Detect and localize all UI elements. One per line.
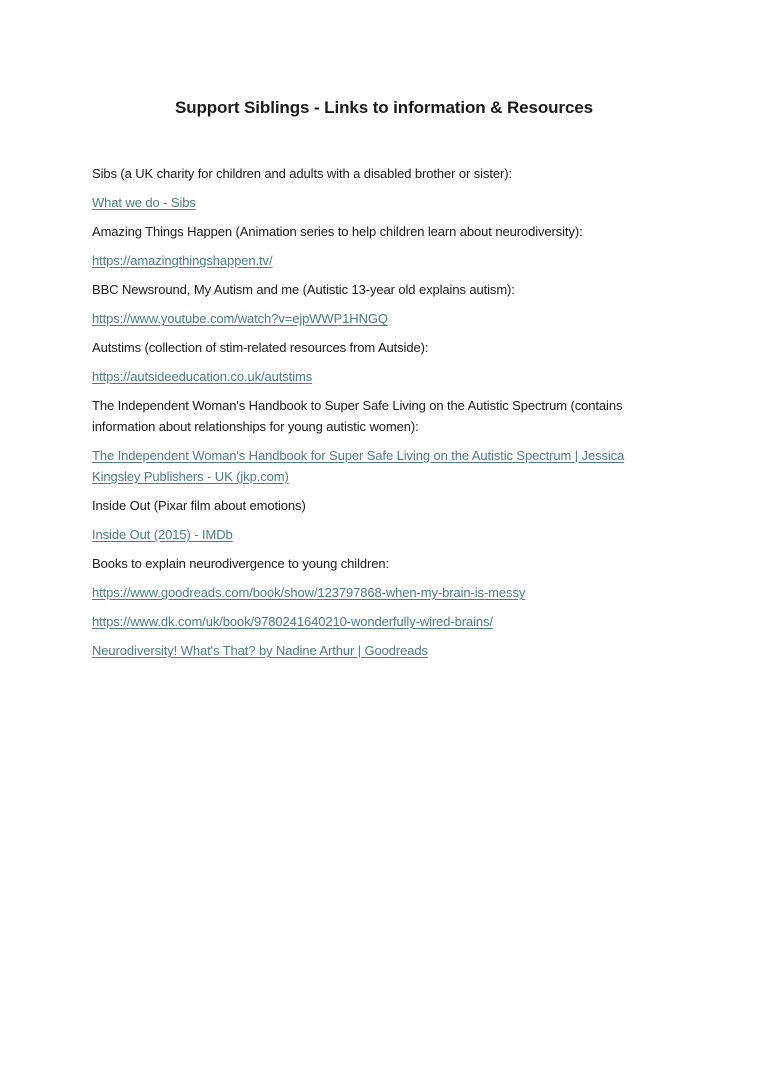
resource-link-paragraph	[92, 366, 676, 387]
resource-description-independent-womans-handbook: The Independent Woman's Handbook to Super Safe Living on the Autistic Spectrum (contains information about relationships for young autistic women):	[92, 398, 623, 434]
resource-description-bbc-newsround: BBC Newsround, My Autism and me (Autistic 13-year old explains autism):	[92, 282, 515, 297]
resource-description-books: Books to explain neurodivergence to young children:	[92, 556, 389, 571]
link-autsideeducation-autstims[interactable]: https://autsideeducation.co.uk/autstims	[92, 369, 313, 384]
resource-description-sibs: Sibs (a UK charity for children and adults with a disabled brother or sister):	[92, 166, 512, 181]
resource-description-amazing-things-happen: Amazing Things Happen (Animation series to help children learn about neurodiversity):	[92, 224, 583, 239]
link-goodreads-neurodiversity-whats-that[interactable]: Neurodiversity! What's That? by Nadine Arthur | Goodreads	[92, 643, 428, 658]
link-goodreads-when-my-brain-is-messy[interactable]: https://www.goodreads.com/book/show/123797868-when-my-brain-is-messy	[92, 585, 526, 600]
resource-link-paragraph	[92, 445, 676, 487]
resource-link-paragraph	[92, 611, 676, 632]
resource-description-inside-out: Inside Out (Pixar film about emotions)	[92, 498, 306, 513]
link-imdb-inside-out[interactable]: Inside Out (2015) - IMDb	[92, 527, 233, 542]
resource-link-paragraph	[92, 524, 676, 545]
link-jkp-independent-womans-handbook[interactable]: The Independent Woman's Handbook for Super Safe Living on the Autistic Spectrum | Jessica Kingsley Publishers - UK (jkp.com)	[92, 448, 625, 484]
link-dk-wonderfully-wired-brains[interactable]: https://www.dk.com/uk/book/9780241640210-wonderfully-wired-brains/	[92, 614, 493, 629]
document-title: Support Siblings - Links to information & Resources	[174, 98, 594, 117]
resource-link-paragraph	[92, 582, 676, 603]
resource-description-autstims: Autstims (collection of stim-related resources from Autside):	[92, 340, 429, 355]
resource-link-paragraph	[92, 250, 676, 271]
resource-link-paragraph	[92, 192, 676, 213]
link-youtube-my-autism-and-me[interactable]: https://www.youtube.com/watch?v=ejpWWP1HNGQ	[92, 311, 388, 326]
resource-link-paragraph	[92, 640, 676, 661]
resource-link-paragraph	[92, 308, 676, 329]
link-what-we-do-sibs[interactable]: What we do - Sibs	[92, 195, 196, 210]
link-amazingthingshappen[interactable]: https://amazingthingshappen.tv/	[92, 253, 273, 268]
